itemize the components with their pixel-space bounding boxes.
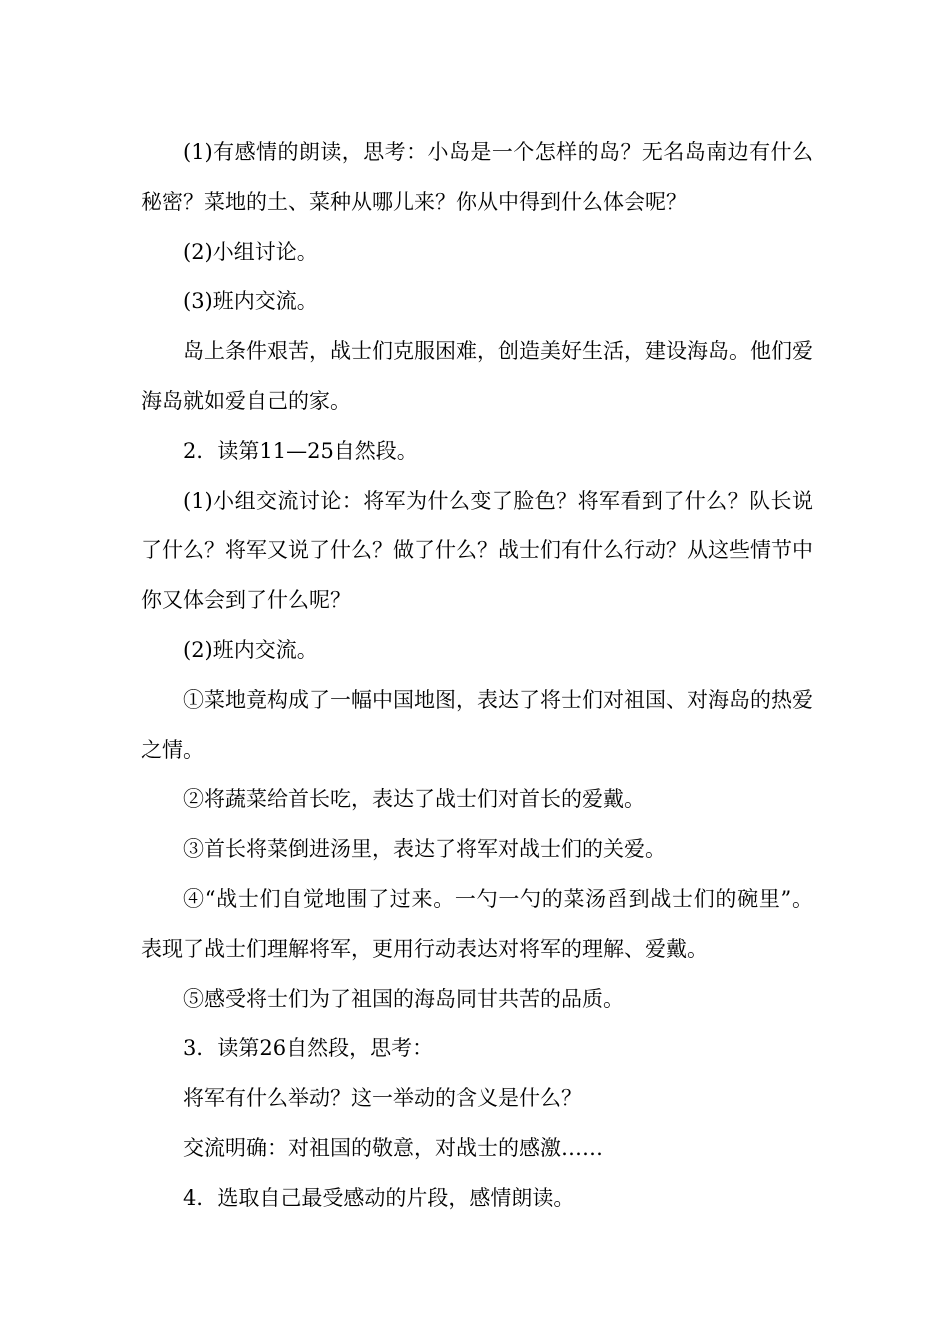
paragraph-step-4: 4．选取自己最受感动的片段，感情朗读。: [183, 1185, 575, 1210]
paragraph-class-exchange-2: (2)班内交流。: [183, 637, 318, 662]
paragraph-step-3: 3．读第26自然段，思考：: [183, 1036, 434, 1061]
paragraph-island-summary: 岛上条件艰苦，战士们克服困难，创造美好生活，建设海岛。他们爱海岛就如爱自己的家。: [141, 339, 813, 413]
paragraph-point-5: ⑤感受将士们为了祖国的海岛同甘共苦的品质。: [183, 986, 624, 1011]
paragraph-point-3: ③首长将菜倒进汤里，表达了将军对战士们的关爱。: [183, 837, 666, 862]
paragraph-general-question: 将军有什么举动？这一举动的含义是什么？: [183, 1086, 582, 1111]
paragraph-point-1: ①菜地竟构成了一幅中国地图，表达了将士们对祖国、对海岛的热爱之情。: [141, 687, 813, 762]
paragraph-point-2: ②将蔬菜给首长吃，表达了战士们对首长的爱戴。: [183, 787, 645, 812]
document-page: [141, 128, 813, 1224]
paragraph-discussion-questions: (1)小组交流讨论：将军为什么变了脸色？将军看到了什么？队长说了什么？将军又说了什么？做了什么？战士们有什么行动？从这些情节中你又体会到了什么呢？: [141, 488, 813, 613]
paragraph-step-2: 2．读第11—25自然段。: [183, 438, 418, 463]
paragraph-class-exchange: (3)班内交流。: [183, 289, 318, 314]
paragraph-reading-question: (1)有感情的朗读，思考：小岛是一个怎样的岛？无名岛南边有什么秘密？菜地的土、菜种从哪儿来？你从中得到什么体会呢？: [141, 140, 813, 214]
paragraph-point-4: ④“战士们自觉地围了过来。一勺一勺的菜汤舀到战士们的碗里”。表现了战士们理解将军，更用行动表达对将军的理解、爱戴。: [141, 886, 813, 961]
paragraph-exchange-conclusion: 交流明确：对祖国的敬意，对战士的感激……: [183, 1135, 603, 1160]
paragraph-group-discussion: (2)小组讨论。: [183, 239, 318, 264]
